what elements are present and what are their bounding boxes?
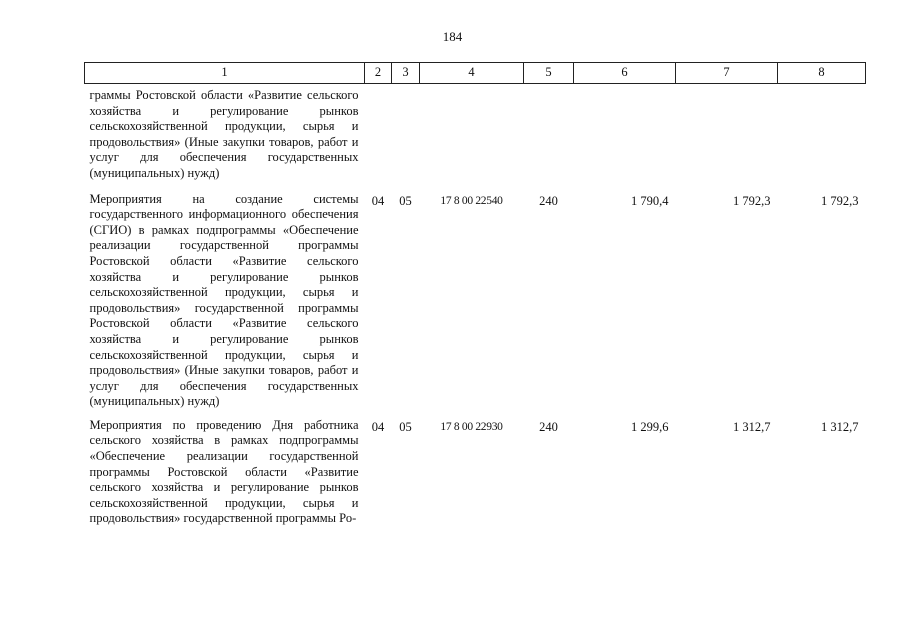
header-col-3: 3 xyxy=(392,63,420,84)
table-row xyxy=(85,84,866,192)
header-col-8: 8 xyxy=(778,63,866,84)
row-target-code: 17 8 00 22930 xyxy=(440,420,503,433)
row-expense-type xyxy=(524,84,574,192)
row-value-col6 xyxy=(574,84,676,192)
row-subsection: 05 xyxy=(399,193,412,208)
row-description: Мероприятия на создание системы государственного информационного обеспечения (СГИО) в рамках подпрограммы «Обеспечение реализации государственной программы Ростовской области «Развитие сельского хозяйства и регулирование рынков сельскохозяйственной продукции, сырья и продовольствия» государственной программы Ростовской области «Развитие сельского хозяйства и регулирование рынков сельскохозяйственной продукции, сырья и продовольствия» (Иные закупки товаров, работ и услуг для обеспечения государственных (муниципальных) нужд) xyxy=(89,191,359,409)
header-col-5: 5 xyxy=(524,63,574,84)
budget-table xyxy=(84,62,866,535)
header-row xyxy=(85,63,866,84)
row-value-col8: 1 312,7 xyxy=(821,419,859,434)
row-description: граммы Ростовской области «Развитие сельского хозяйства и регулирование рынков сельскохозяйственной продукции, сырья и продовольствия» (Иные закупки товаров, работ и услуг для обеспечения государственных (муниципальных) нужд) xyxy=(89,88,359,180)
row-value-col7: 1 312,7 xyxy=(733,419,771,434)
row-value-col6: 1 790,4 xyxy=(631,193,669,208)
row-value-col8 xyxy=(778,84,866,192)
row-expense-type: 240 xyxy=(539,419,558,434)
row-section: 04 xyxy=(371,193,385,208)
header-col-1: 1 xyxy=(85,63,365,84)
header-col-2: 2 xyxy=(365,63,392,84)
row-subsection xyxy=(392,84,420,192)
row-target-code: 17 8 00 22540 xyxy=(440,194,503,207)
table-row xyxy=(85,418,866,535)
header-col-7: 7 xyxy=(676,63,778,84)
row-value-col7 xyxy=(676,84,778,192)
row-section: 04 xyxy=(371,419,385,434)
page-number: 184 xyxy=(442,29,463,44)
header-col-6: 6 xyxy=(574,63,676,84)
row-value-col7: 1 792,3 xyxy=(733,193,771,208)
table-row xyxy=(85,192,866,418)
row-description: Мероприятия по проведению Дня работника сельского хозяйства в рамках подпрограммы «Обеспечение реализации государственной программы Ростовской области «Развитие сельского хозяйства и регулирование рынков сельскохозяйственной продукции, сырья и продовольствия» государственной программы Ро- xyxy=(89,417,359,526)
header-col-4: 4 xyxy=(420,63,524,84)
row-section xyxy=(365,84,392,192)
row-target-code xyxy=(420,84,524,192)
row-expense-type: 240 xyxy=(539,193,558,208)
row-subsection: 05 xyxy=(399,419,412,434)
row-value-col8: 1 792,3 xyxy=(821,193,859,208)
row-value-col6: 1 299,6 xyxy=(631,419,669,434)
